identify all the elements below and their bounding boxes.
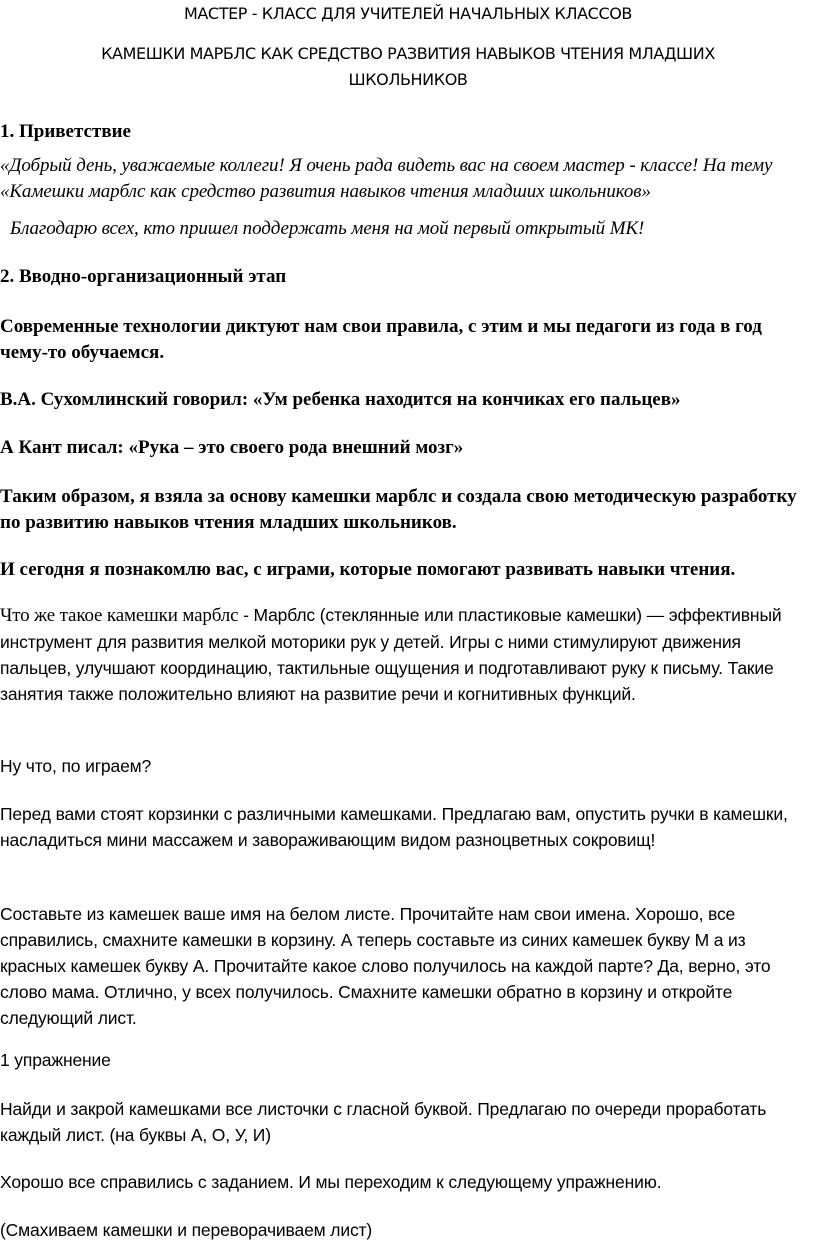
technologies-paragraph: Современные технологии диктуют нам свои правила, с этим и мы педагоги из года в год чему-то обучаемся.	[0, 316, 762, 363]
marbles-question: Что же такое камешки марблс	[0, 605, 239, 626]
well-done-paragraph: Хорошо все справились с заданием. И мы переходим к следующему упражнению.	[0, 1172, 662, 1192]
header-line: МАСТЕР - КЛАСС ДЛЯ УЧИТЕЛЕЙ НАЧАЛЬНЫХ КЛАССОВ	[183, 4, 632, 23]
sukhomlinsky-quote: В.А. Сухомлинский говорил: «Ум ребенка находится на кончиках его пальцев»	[0, 389, 681, 410]
document-title: КАМЕШКИ МАРБЛС КАК СРЕДСТВО РАЗВИТИЯ НАВЫКОВ ЧТЕНИЯ МЛАДШИХ ШКОЛЬНИКОВ	[101, 44, 715, 89]
kant-quote: А Кант писал: «Рука – это своего рода внешний мозг»	[0, 437, 464, 458]
exercise1-text: Найди и закрой камешками все листочки с гласной буквой. Предлагаю по очереди проработать каждый лист. (на буквы А, О, У, И)	[0, 1099, 767, 1145]
marbles-definition-text: - Марблс (стеклянные или пластиковые камешки) — эффективный инструмент для развития мелкой моторики рук у детей. Игры с ними стимулируют движения пальцев, улучшают координацию, тактильные ощущения и подготавливают руку к письму. Такие занятия также положительно влияют на развитие речи и когнитивных функций.	[0, 605, 782, 704]
flip-sheet-note: (Смахиваем камешки и переворачиваем лист)	[0, 1220, 373, 1240]
baskets-paragraph: Перед вами стоят корзинки с различными камешками. Предлагаю вам, опустить ручки в камешки, насладиться мини массажем и завораживающим видом разноцветных сокровищ!	[0, 804, 788, 850]
exercise1-heading: 1 упражнение	[0, 1050, 111, 1070]
methodology-paragraph: Таким образом, я взяла за основу камешки марблс и создала свою методическую разработку по развитию навыков чтения младших школьников.	[0, 486, 797, 533]
thanks-paragraph: Благодарю всех, кто пришел поддержать меня на мой первый открытый МК!	[10, 218, 645, 239]
greeting-paragraph: «Добрый день, уважаемые коллеги! Я очень рада видеть вас на своем мастер - классе! На тему «Камешки марблс как средство развития навыков чтения младших школьников»	[0, 155, 773, 202]
marbles-definition-paragraph	[0, 602, 812, 707]
section1-heading: 1. Приветствие	[0, 121, 131, 142]
section2-heading: 2. Вводно-организационный этап	[0, 266, 287, 287]
games-intro-paragraph: И сегодня я познакомлю вас, с играми, которые помогают развивать навыки чтения.	[0, 559, 736, 580]
compose-name-paragraph: Составьте из камешек ваше имя на белом листе. Прочитайте нам свои имена. Хорошо, все справились, смахните камешки в корзину. А теперь составьте из синих камешек букву М а из красных камешек букву А. Прочитайте какое слово получилось на каждой парте? Да, верно, это слово мама. Отлично, у всех получилось. Смахните камешки обратно в корзину и откройте следующий лист.	[0, 904, 771, 1028]
play-question: Ну что, по играем?	[0, 756, 152, 776]
